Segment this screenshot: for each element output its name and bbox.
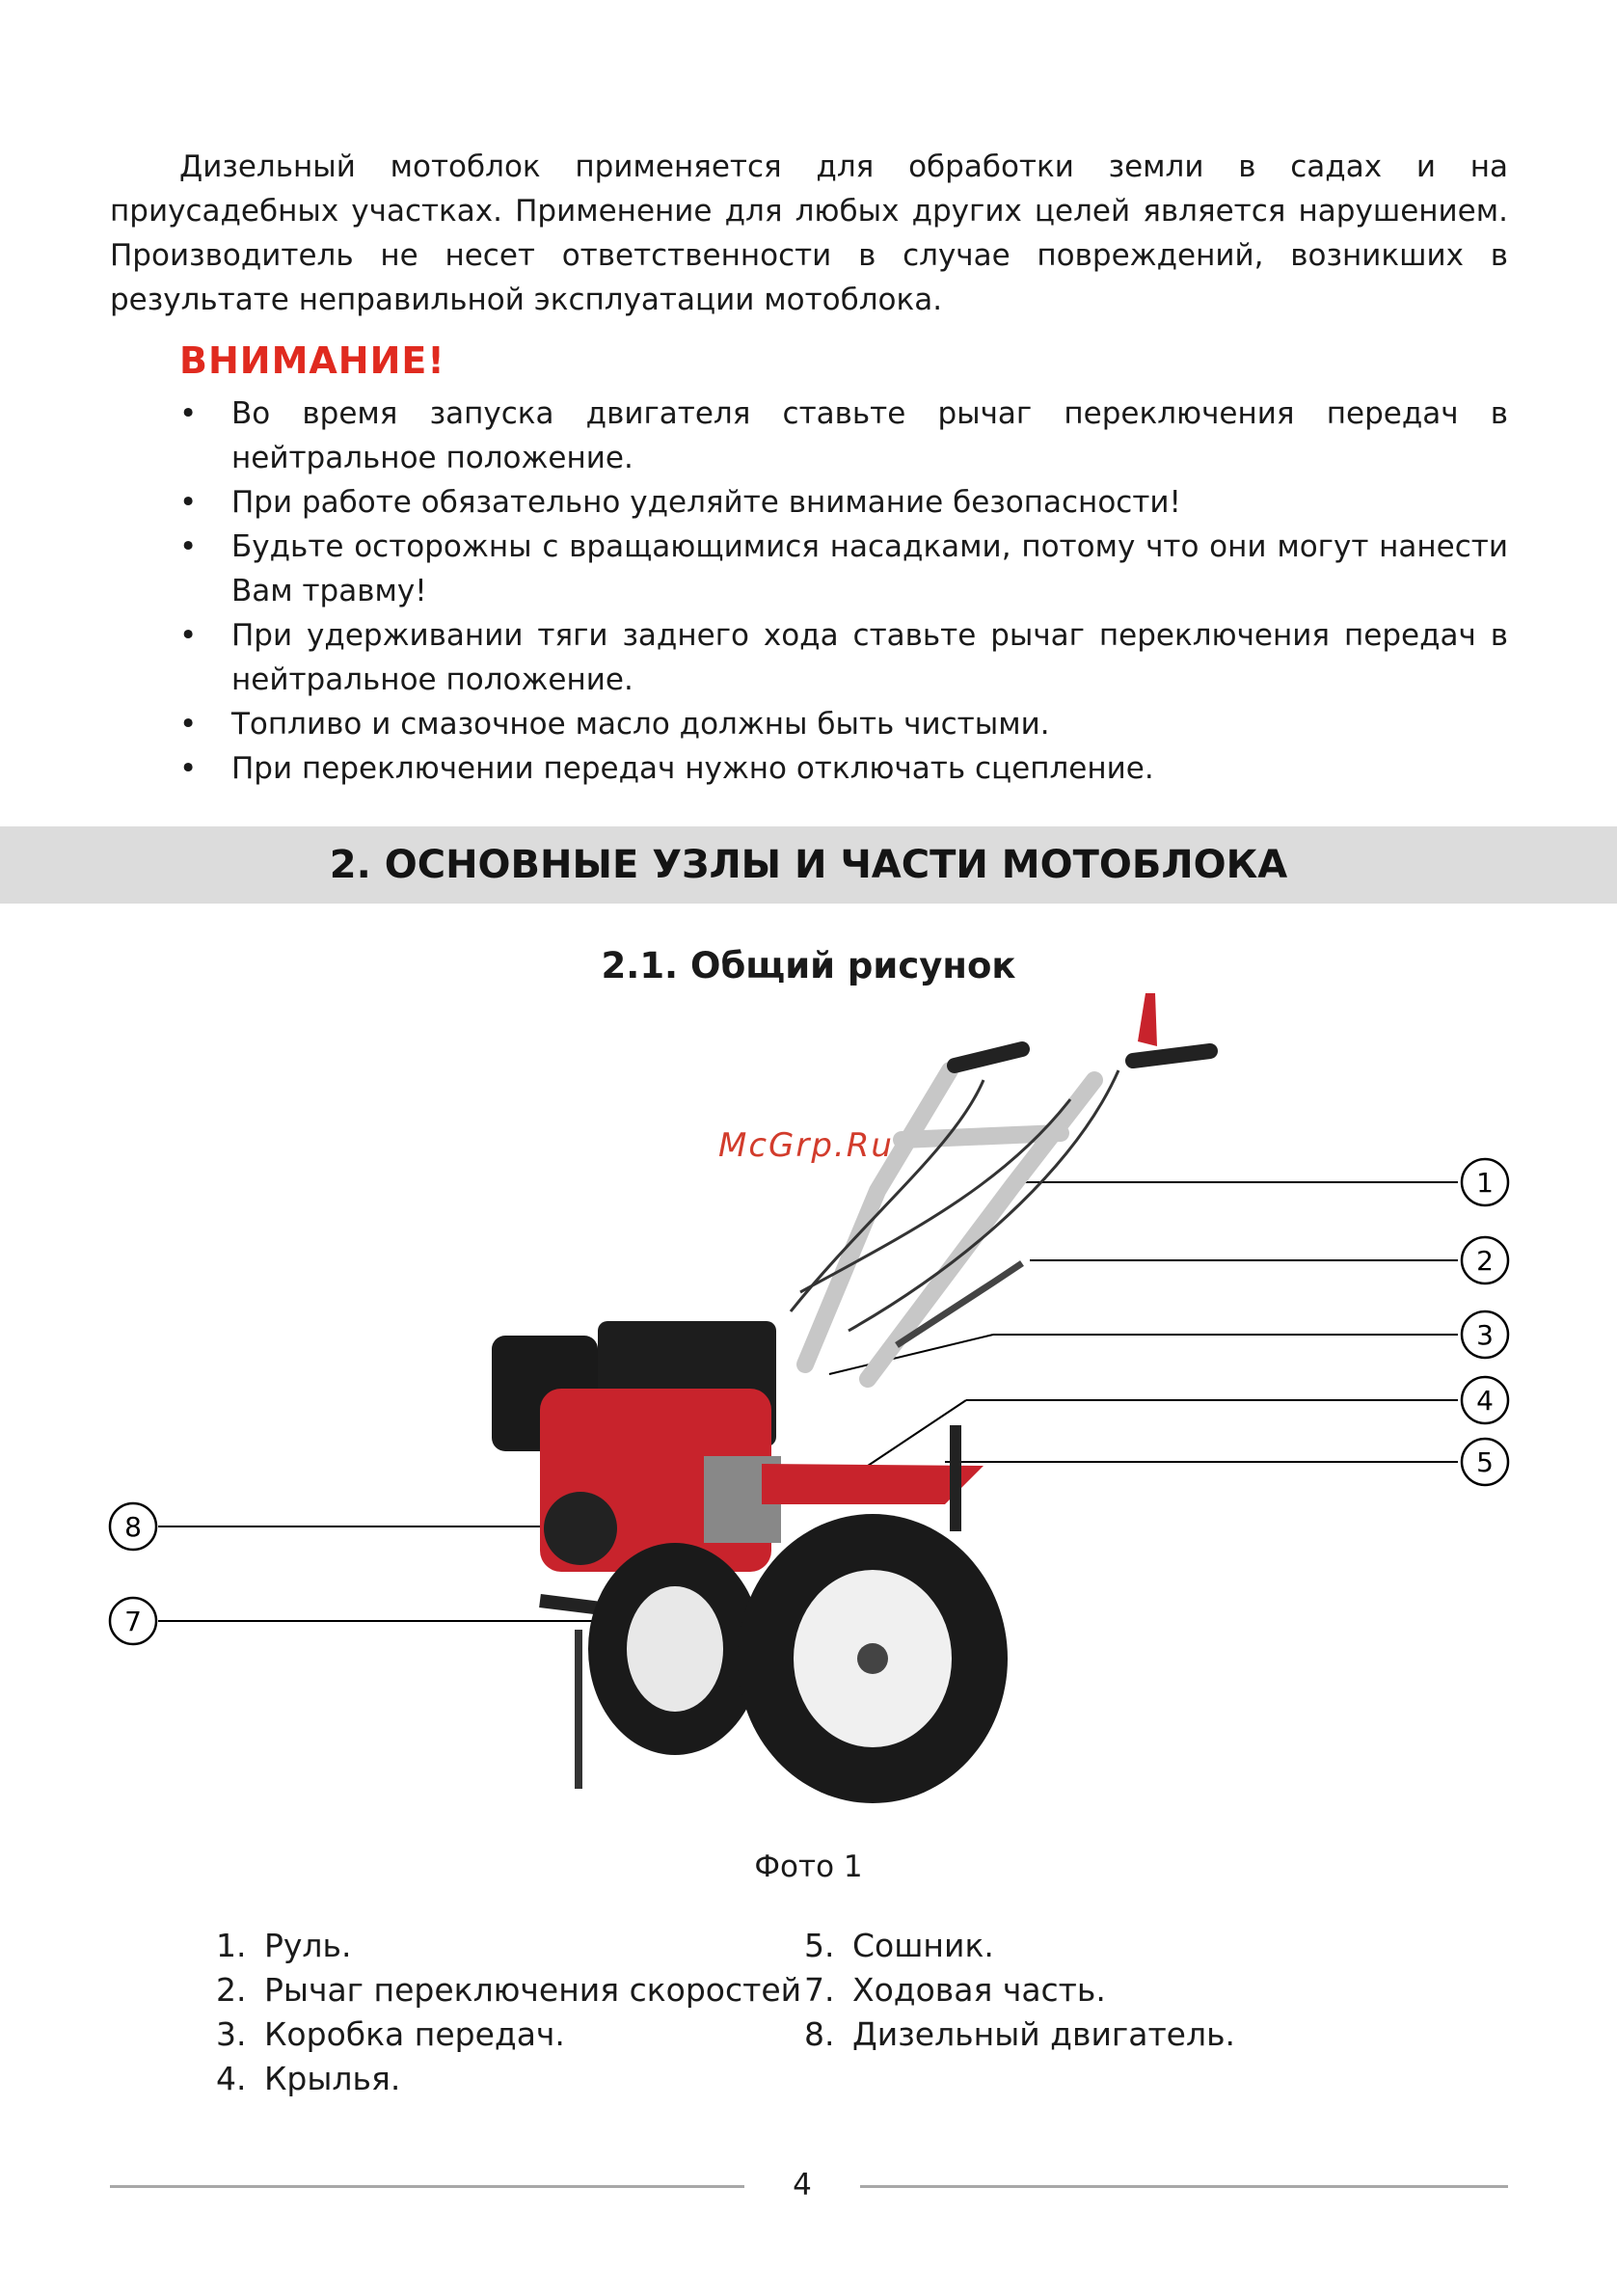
- item-number: 7.: [804, 1971, 835, 2009]
- figure-caption: Фото 1: [754, 1850, 863, 1884]
- item-number: 5.: [804, 1927, 835, 1964]
- list-item: [179, 525, 1508, 613]
- item-number: 8.: [804, 2015, 835, 2053]
- list-item: [179, 392, 1508, 480]
- item-label: Руль.: [264, 1927, 352, 1964]
- list-item: [804, 1968, 1235, 2012]
- wheel-hub-icon: [857, 1643, 888, 1674]
- warning-list: [179, 392, 1508, 791]
- watermark: McGrp.Ru: [718, 1126, 894, 1165]
- figure-walk-behind-tractor: [0, 984, 1617, 1832]
- item-label: Коробка передач.: [264, 2015, 565, 2053]
- engine-cover-icon: [544, 1492, 617, 1565]
- warning-text: Будьте осторожны с вращающимися насадками, потому что они могут нанести Вам травму!: [231, 529, 1508, 608]
- item-number: 1.: [216, 1927, 247, 1964]
- list-item: [216, 1924, 801, 1968]
- list-item: [216, 2012, 801, 2057]
- bullet-icon: •: [179, 396, 198, 431]
- throttle-lever-icon: [1138, 993, 1157, 1046]
- section-header-bar: [0, 826, 1617, 904]
- parts-list-right: [804, 1924, 1235, 2057]
- footer-divider: [110, 2185, 744, 2188]
- list-item: [804, 2012, 1235, 2057]
- list-item: [216, 2057, 801, 2101]
- warning-text: Во время запуска двигателя ставьте рычаг переключения передач в нейтральное положение.: [231, 396, 1508, 475]
- warning-text: Топливо и смазочное масло должны быть чистыми.: [231, 707, 1050, 742]
- intro-paragraph: Дизельный мотоблок применяется для обработки земли в садах и на приусадебных участках. Применение для любых других целей является нарушением. Производитель не несет ответственности в случае повреждений, возникших в результате неправильной эксплуатации мотоблока.: [110, 149, 1508, 317]
- callout-8: 8: [124, 1511, 142, 1543]
- coulter: [950, 1425, 961, 1531]
- list-item: [179, 746, 1508, 791]
- item-label: Сошник.: [852, 1927, 994, 1964]
- callout-3: 3: [1476, 1319, 1494, 1351]
- warning-text: При удерживании тяги заднего хода ставьте рычаг переключения передач в нейтральное положение.: [231, 618, 1508, 697]
- wheel-rim: [627, 1586, 723, 1712]
- item-label: Дизельный двигатель.: [852, 2015, 1236, 2053]
- list-item: [179, 613, 1508, 702]
- callout-4: 4: [1476, 1385, 1494, 1417]
- callout-1: 1: [1476, 1167, 1494, 1199]
- subsection-title: 2.1. Общий рисунок: [601, 945, 1016, 986]
- item-label: Рычаг переключения скоростей: [264, 1971, 802, 2009]
- grip-icon: [955, 1049, 1210, 1066]
- parts-list-left: [216, 1924, 801, 2101]
- callout-7: 7: [124, 1606, 142, 1637]
- callout-2: 2: [1476, 1245, 1494, 1277]
- bullet-icon: •: [179, 751, 198, 786]
- footer-divider: [860, 2185, 1508, 2188]
- warning-text: При работе обязательно уделяйте внимание безопасности!: [231, 485, 1181, 520]
- list-item: [179, 480, 1508, 525]
- warning-text: При переключении передач нужно отключать сцепление.: [231, 751, 1154, 786]
- bullet-icon: •: [179, 707, 198, 742]
- list-item: [179, 702, 1508, 746]
- page-footer: [110, 2166, 1508, 2204]
- bullet-icon: •: [179, 618, 198, 653]
- callout-5: 5: [1476, 1446, 1494, 1478]
- item-number: 3.: [216, 2015, 247, 2053]
- list-item: [804, 1924, 1235, 1968]
- page-number: 4: [793, 2168, 812, 2202]
- list-item: [216, 1968, 801, 2012]
- item-number: 2.: [216, 1971, 247, 2009]
- item-label: Ходовая часть.: [852, 1971, 1106, 2009]
- warning-heading: ВНИМАНИЕ!: [179, 339, 445, 382]
- item-number: 4.: [216, 2060, 247, 2097]
- bullet-icon: •: [179, 485, 198, 520]
- item-label: Крылья.: [264, 2060, 401, 2097]
- tractor-illustration: [0, 984, 1617, 1832]
- bullet-icon: •: [179, 529, 198, 564]
- handlebar: [805, 1070, 1094, 1379]
- section-title: 2. ОСНОВНЫЕ УЗЛЫ И ЧАСТИ МОТОБЛОКА: [329, 843, 1288, 887]
